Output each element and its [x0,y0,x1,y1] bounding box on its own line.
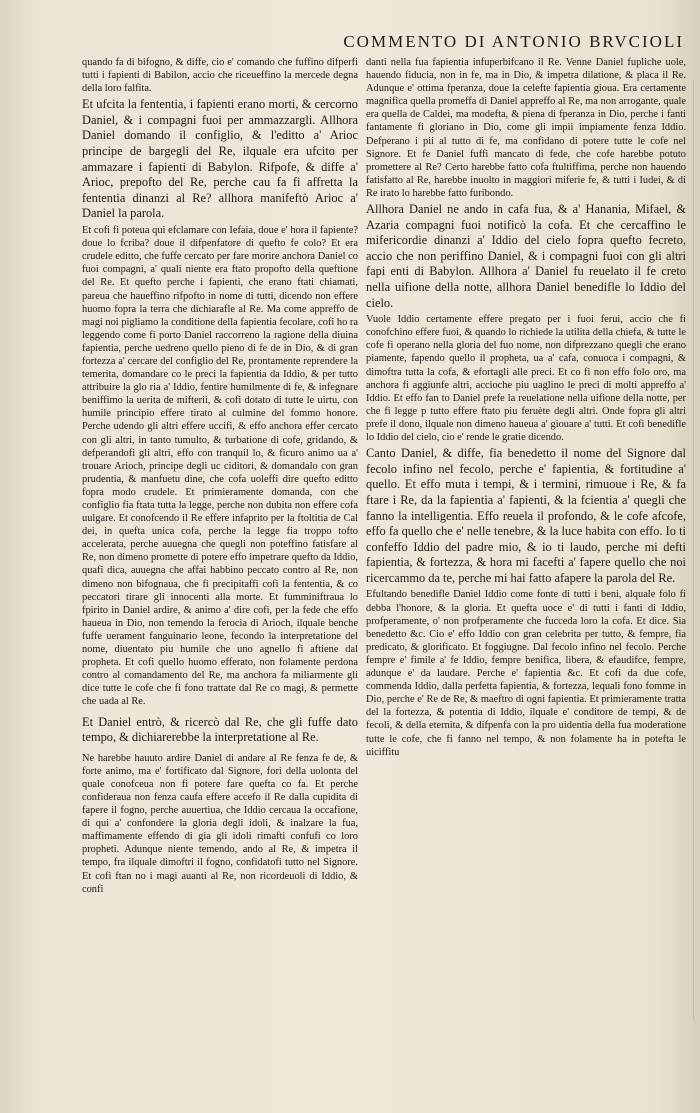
right-column [366,56,686,1101]
commentary-paragraph: Vuole Iddio certamente effere pregato per i fuoi ferui, accio che fi conofchino effere fuoi, & quando lo richiede la utilita della chiefa, & tutte le cofe fi operano nella gloria del fuo nome, non difprezzano quegli che erano piamente, fapendo quello il propheta, ua a' cafa, conuoca i compagni, & dimoftra tutta la cofa, & efortagli alle preci. Et co fi non effo folo oro, ma anchora fi aggiunfe altri, accioche piu uaglino le preci di molti appreffo a' Iddio. Et effo fan to Daniel prefe la reuelatione nella uifione della notte, per che fi legge p tutto effere ftato piu feruète degli altri. Onde fopra gli altri prefe il dono, ilquale non dimeno haueua a' giouare a' tutti. Et cofi benedifle lo Iddio del cielo, cio e' rende le gratie dicendo. [366,314,686,444]
scripture-passage: Allhora Daniel ne ando in cafa fua, & a' Hanania, Mifael, & Azaria compagni fuoi notificò la cofa. Et che cercaffino le mifericordie dinanzi a' Iddio del cielo fopra quefto fecreto, accio che non periffino Daniel, & i compagni fuoi con gli altri fapi enti di Babylon. Allhora a' Daniel fu reuelato il fe creto nella uifione della notte, allhora Daniel benedifle lo Iddio del cielo. [366,202,686,310]
commentary-paragraph: Efultando benedifle Daniel Iddio come fonte di tutti i beni, alquale folo fi debba l'honore, & la gloria. Et quefta uoce e' di tutti i fanti di Iddio, profperamente, o' non profperamente che fucceda loro la cofa. Et dice. Sia benedetto &c. Cio e' effo Iddio con gran celebrita per tutto, & fempre, fia predicato, & glorificato. Et foggiugne. Dal fecolo infino nel fecolo. Perche fempre e' fimile a' fe Iddio, fempre benifica, libera, & efaudifce, fempre, adunque e' da laudare. Perche e' fapientia &c. Et cofi da due cofe, commenda Iddio, dalla perfetta fapientia, & fortezza, lequali fono fomme in Dio, perche e' Re de Re, & maeftro di ogni fapientia. Et primieramente tratta del la fortezza, & potentia di Iddio, ilquale e' conditore de tempi, & de fecoli, & della eternita, & difpenfa con la pro uidentia della fua moderatione tutte le cofe, che fi fanno nel tempo, & non folamente ha in potefta le uiciffitu [366,589,686,758]
scripture-passage: Canto Daniel, & diffe, fia benedetto il nome del Signore dal fecolo infino nel fecolo, perche e' fapientia, & fortitudine a' quello. Et effo muta i tempi, & i termini, rimuoue i Re, & fa ftare i Re, da la fapientia a' fapienti, & la fcientia a' quegli che fanno la intelligentia. Effo reuela il profondo, & le cofe afcofe, effo fa quello che e' nelle tenebre, & la luce habita con effo. Io ti confeffo Iddio del padre mio, & io ti laudo, perche mi defti fapientia, & fortezza, & hora mi facefti a' fapere quello che noi ricercammo da te, perche mi hai fatto afapere la parola del Re. [366,446,686,585]
scripture-passage: Et Daniel entrò, & ricercò dal Re, che gli fuffe dato tempo, & dichiarerebbe la interpretatione al Re. [82,714,358,745]
commentary-paragraph: Et cofi fi poteua qui efclamare con Iefaia, doue e' hora il fapiente? doue lo fcriba? doue il difpenfatore di quefto fe colo? Et era crudele editto, che fuffe cercato per fare morire anchora Daniel co fuoi compagni, a' quali niente era ftato propofto della queftione del Re. Et quefto perche i fapienti, che erano ftati chiamati, pareua che haueffino rifpofto in nome di tutti, dicendo non effere huomo fopra la terra che dichiarafle al Re. Ma come appreffo de magi noi pigliamo la conditione della fapientia fecolare, cofi ho ra leggendo come fi porto Daniel raccorreno la ragione della diuina fapientia, perche uedreno quello pieno di fe de in Dio, & di gran fortezza a' cercare del configlio del Re, prontamente reprendere la temerita, domandare co le preci la fapientia da Iddio, & per tutto attribuire la glo ria a' Iddio, fentire humilmente di fe, & infegnare beniffimo la uerita de mifterii, & cofi dotato di tutte le uirtu, con humile principio effere tirato al culmine del fommo honore. Perche udendo gli altri effere uccifi, & effo anchora effer cercato con gli altri, in tanto tumulto, & turbatione di cofe, gridando, & defperandofi gli altri, effo con tranquil lo, & ficuro animo ua a' trouare Arioch, principe degli uc ciditori, & domandalo con gran prudentia, & manfuetu dine, che cofa uoleffi dire quefto editto fopra modo crudele. Et primieramente domanda, con che configlio fia ftata tutta la legge, perche non dubita non effere cofa uulgare. Et conofcendo il Re effere infaprito per la ftoltitia de Cal dei, in quefta unica cofa, perche la legge fia troppo tofto accelerata, perche auuegna che quegli non poteffino fatisfare al Re, non dimeno promette di potere effo impetrare quefto da Iddio, quafi dica, auuegna che affai habbino peccato contro al Re, non dimeno non bifognaua, che fi precipitaffi cofi la fententia, & co peccatori tirare gli innocenti alla morte. Et fumminiftraua lo fpirito in Daniel ardire, & animo a' dire cofi, per la fede che effo haueua in Dio, non temendo la ferocia di Arioch, ilquale benche fuffe uerament fanguinario leone, fecondo la interpretatione del nome, diuentato piu humile che uno agnello fi aftiene dal propheta. Et cofi quello huomo efferato, non folamente perdona contro al comandamento del Re, ma anchora fa miliarmente gli dice tutte le cofe che fi fono trattate dal Re co magi, & permette che uada al Re. [82,225,358,708]
left-column [82,56,358,1101]
running-head: COMMENTO DI ANTONIO BRVCIOLI [343,32,684,51]
commentary-paragraph: danti nella fua fapientia infuperbifcano il Re. Venne Daniel fupliche uole, hauendo fiducia, non in fe, ma in Dio, & impetra dilatione, & placa il Re. Adunque e' ottima fperanza, doue la celefte fapientia gioua. Era certamente magnifica quella promeffa di Daniel appreffo al Re, ma non arrogante, quale era quella de Caldei, ma modefta, & piena di fperanza in Dio, perche i fanti fantamente fi gloriano in Dio, come gli impii impiamente fenza Iddio. Defperano i pii al tutto di fe, ma confidano di potere tutte le cofe nel Signore. Et fe Daniel fuffi mancato di fede, che cofe harebbe potuto promettere al Re? Certo harebbe fatto cofa ftultiffima, perche non hauendo fatisfatto al Re, harebbe inuolto in maggiori miferie fe, & tutti i Iudei, & di Re irato lo harebbe fatto furibondo. [366,57,686,199]
scripture-passage: Et ufcita la fententia, i fapienti erano morti, & cercorno Daniel, & i compagni fuoi per ammazzargli. Allhora Daniel domando il configlio, & l'editto a' Arioc principe de bargegli del Re, ilquale era ufcito per ammazare i fapienti di Babylon. Rifpofe, & diffe a' Arioc, prepofto del Re, perche cau fa fi affretta la fententia dinanzi al Re? allhora manifeftò Arioc a' Daniel la parola. [82,97,358,221]
commentary-paragraph: quando fa di bifogno, & diffe, cio e' comando che fuffino difperfi tutti i fapienti di Babilon, accio che riceueffino la mercede degna della loro falfita. [82,57,358,95]
page-edge-shadow [693,80,694,1020]
commentary-paragraph: Ne harebbe hauuto ardire Daniel di andare al Re fenza fe de, & forte animo, ma e' fortificato dal Signore, fori della uolonta del quale conofceua non fi potere fare quefta co fa. Et perche confideraua non fenza caufa effere accefo il Re dalla cupidita di fapere il fogno, perche auuertiua, che Iddio cercaua la occafione, di qui a' confondere la gloria degli idoli, & inalzare la fua, maffimamente effendo di gia gli idoli rimafti confufi co loro propheti. Adunque niente temendo, ando al Re, & impetra il tempo, fra ilquale dimoftri il fogno, confidatofi tutto nel Signore. Et cofi ftan no i magi auanti al Re, non ricordeuoli di Iddio, & confi [82,752,358,895]
